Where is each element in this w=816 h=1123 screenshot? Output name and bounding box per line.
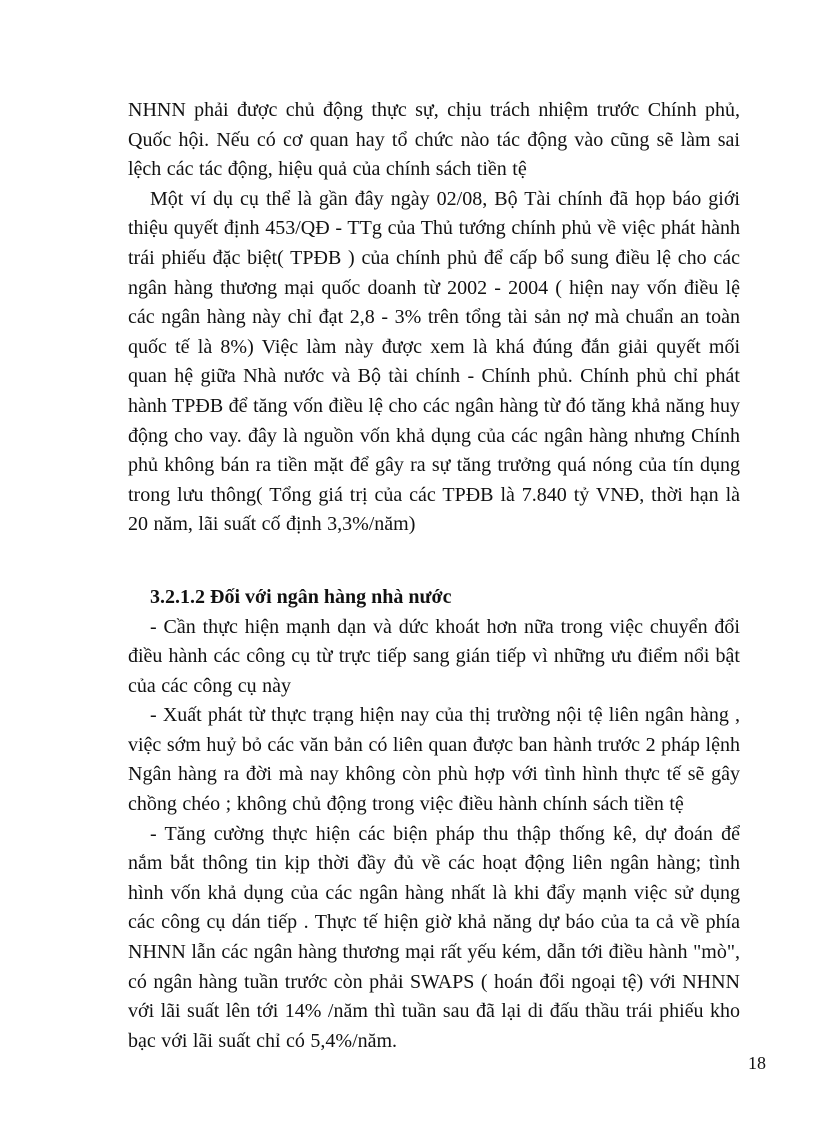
paragraph-tpdb-example: Một ví dụ cụ thể là gần đây ngày 02/08, Bộ Tài chính đã họp báo giới thiệu quyết định 453/QĐ - TTg của Thủ tướng chính phủ về việc phát hành trái phiếu đặc biệt( TPĐB ) của chính phủ để cấp bổ sung điều lệ cho các ngân hàng thương mại quốc doanh từ 2002 - 2004 ( hiện nay vốn điều lệ các ngân hàng này chỉ đạt 2,8 - 3% trên tổng tài sản nợ mà chuẩn an toàn quốc tế là 8%) Việc làm này được xem là khá đúng đắn giải quyết mối quan hệ giữa Nhà nước và Bộ tài chính - Chính phủ. Chính phủ chỉ phát hành TPĐB để tăng vốn điều lệ cho các ngân hàng từ đó tăng khả năng huy động cho vay. đây là nguồn vốn khả dụng của các ngân hàng nhưng Chính phủ không bán ra tiền mặt để gây ra sự tăng trưởng quá nóng của tín dụng trong lưu thông( Tổng giá trị của các TPĐB là 7.840 tỷ VNĐ, thời hạn là 20 năm, lãi suất cố định 3,3%/năm) [128,187,740,536]
paragraph-bullet-regulations: - Xuất phát từ thực trạng hiện nay của thị trường nội tệ liên ngân hàng , việc sớm huỷ bỏ các văn bản có liên quan được ban hành trước 2 pháp lệnh Ngân hàng ra đời mà nay không còn phù hợp với tình hình thực tế sẽ gây chồng chéo ; không chủ động trong việc điều hành chính sách tiền tệ [128,704,740,816]
page-body [128,96,740,1056]
paragraph-bullet-instruments: - Cần thực hiện mạnh dạn và dức khoát hơn nữa trong việc chuyển đổi điều hành các công cụ từ trực tiếp sang gián tiếp vì những ưu điểm nổi bật của các công cụ này [128,615,740,697]
page-number: 18 [748,1053,766,1073]
paragraph-nhnn-autonomy: NHNN phải được chủ động thực sự, chịu trách nhiệm trước Chính phủ, Quốc hội. Nếu có cơ quan hay tổ chức nào tác động vào cũng sẽ làm sai lệch các tác động, hiệu quả của chính sách tiền tệ [128,99,740,181]
paragraph-bullet-statistics: - Tăng cường thực hiện các biện pháp thu thập thống kê, dự đoán để nắm bắt thông tin kịp thời đầy đủ về các hoạt động liên ngân hàng; tình hình vốn khả dụng của các ngân hàng nhất là khi đẩy mạnh việc sử dụng các công cụ dán tiếp . Thực tế hiện giờ khả năng dự báo của ta cả về phía NHNN lẫn các ngân hàng thương mại rất yếu kém, dẫn tới điều hành "mò", có ngân hàng tuần trước còn phải SWAPS ( hoán đổi ngoại tệ) với NHNN với lãi suất lên tới 14% /năm thì tuần sau đã lại di đấu thầu trái phiếu kho bạc với lãi suất chỉ có 5,4%/năm. [128,822,740,1052]
section-heading: 3.2.1.2 Đối với ngân hàng nhà nước [150,585,452,608]
